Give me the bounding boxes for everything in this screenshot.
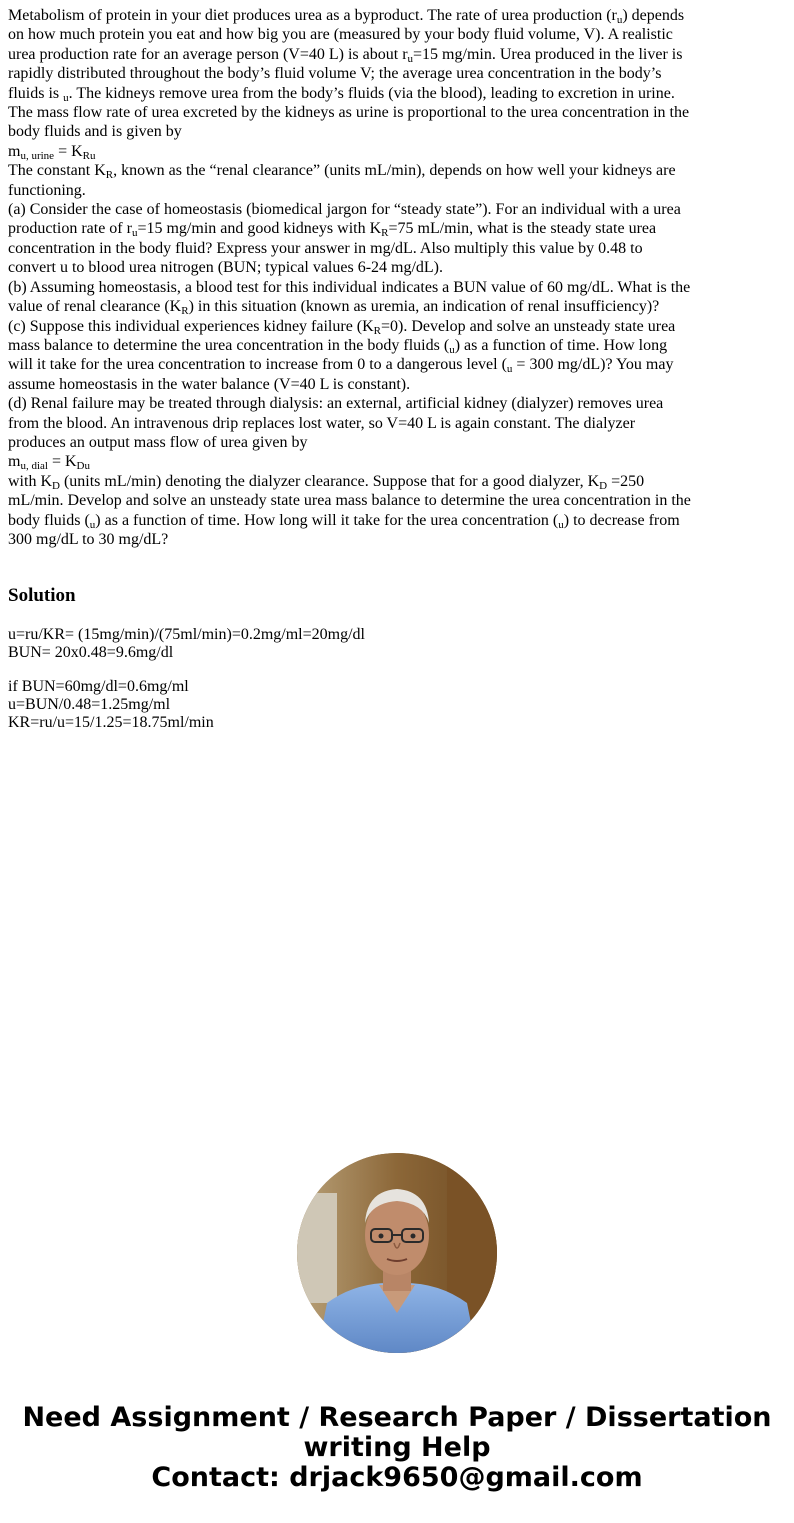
- tutor-portrait-image: [297, 1153, 497, 1353]
- text: The constant K: [8, 162, 106, 180]
- text: (c) Suppose this individual experiences kidney failure (K: [8, 317, 374, 335]
- text: = 300 mg/dL)? You may assume homeostasis in the water balance (V=40 L is constant).: [8, 356, 674, 393]
- problem-statement: [8, 6, 692, 549]
- subscript: u: [63, 91, 69, 104]
- subscript: R: [105, 169, 114, 182]
- text: =250 mL/min. Develop and solve an unsteady state urea mass balance to determine the urea concentration in the body fluids (: [8, 472, 691, 529]
- solution-line: u=BUN/0.48=1.25mg/ml: [8, 696, 171, 713]
- text: Metabolism of protein in your diet produces urea as a byproduct. The rate of urea production (r: [8, 7, 617, 24]
- subscript: u: [558, 518, 564, 531]
- text: (units mL/min) denoting the dialyzer clearance. Suppose that for a good dialyzer, K: [59, 472, 600, 490]
- solution-line: KR=ru/u=15/1.25=18.75ml/min: [8, 714, 214, 731]
- text: = K: [47, 453, 77, 471]
- text: m: [8, 142, 21, 160]
- subscript: R: [373, 324, 382, 337]
- text: ) in this situation (known as uremia, an indication of renal insufficiency)?: [188, 298, 660, 316]
- subscript: D: [52, 479, 60, 492]
- subscript: Du: [76, 460, 90, 473]
- text: (a) Consider the case of homeostasis (biomedical jargon for “steady state”). For an individual with a urea production rate of r: [8, 201, 681, 238]
- subscript: u: [616, 14, 623, 26]
- solution-line: if BUN=60mg/dl=0.6mg/ml: [8, 678, 189, 695]
- question-b: [8, 278, 692, 317]
- text: with K: [8, 472, 52, 490]
- text: =15 mg/min and good kidneys with K: [137, 220, 382, 238]
- renal-clearance-paragraph: [8, 161, 692, 200]
- intro-paragraph: [8, 6, 692, 142]
- subscript: u, dial: [20, 460, 48, 473]
- footer-contact: Contact: drjack9650@gmail.com: [151, 1462, 643, 1493]
- text: ) as a function of time. How long will it take for the urea concentration to increase from 0 to a dangerous level (: [8, 336, 668, 374]
- dialyzer-paragraph: [8, 472, 692, 550]
- subscript: R: [181, 305, 189, 318]
- question-d: [8, 394, 692, 452]
- subscript: u: [506, 363, 513, 376]
- text: =75 mL/min, what is the steady state urea concentration in the body fluid? Express your answer in mg/dL. Also multiply this value by 0.48 to convert u to blood urea nitrogen (BUN; typical values 6-24 mg/dL).: [8, 220, 657, 277]
- subscript: u, urine: [20, 149, 55, 162]
- urine-equation: [8, 142, 692, 161]
- footer-advert: [0, 1403, 794, 1493]
- text: (b) Assuming homeostasis, a blood test for this individual indicates a BUN value of 60 mg/dL. What is the value of renal clearance (K: [8, 278, 691, 316]
- question-c: [8, 317, 692, 395]
- footer-line: Need Assignment / Research Paper / Dissertation: [22, 1402, 772, 1433]
- text: , known as the “renal clearance” (units mL/min), depends on how well your kidneys are functioning.: [8, 162, 676, 199]
- subscript: u: [89, 518, 96, 531]
- subscript: Ru: [82, 149, 96, 162]
- tutor-avatar: [297, 1153, 497, 1353]
- subscript: D: [599, 479, 608, 492]
- solution-part-b: [8, 678, 214, 732]
- text: m: [8, 453, 21, 471]
- text: ) as a function of time. How long will it take for the urea concentration (: [95, 511, 559, 529]
- text: ) to decrease from 300 mg/dL to 30 mg/dL?: [8, 511, 680, 548]
- dialyzer-equation: [8, 452, 692, 471]
- solution-part-a: [8, 626, 365, 662]
- text: (d) Renal failure may be treated through dialysis: an external, artificial kidney (dialyzer) removes urea from the blood. An intravenous drip replaces lost water, so V=40 L is again constant. The dialyzer produces an output mass flow of urea given by: [8, 395, 664, 451]
- question-a: [8, 200, 692, 278]
- text: =15 mg/min. Urea produced in the liver is rapidly distributed throughout the body’s fluid volume V; the average urea concentration in the body’s fluids is: [8, 45, 683, 102]
- subscript: u: [449, 343, 455, 356]
- text: =0). Develop and solve an unsteady state urea mass balance to determine the urea concentration in the body fluids (: [8, 317, 676, 354]
- solution-heading: Solution: [8, 585, 76, 606]
- subscript: u: [131, 227, 138, 240]
- text: ) depends on how much protein you eat and how big you are (measured by your body fluid volume, V). A realistic urea production rate for an average person (V=40 L) is about r: [8, 7, 685, 63]
- text: . The kidneys remove urea from the body’s fluids (via the blood), leading to excretion in urine. The mass flow rate of urea excreted by the kidneys as urine is proportional to the urea concentration in the body fluids and is given by: [8, 84, 690, 141]
- subscript: R: [381, 227, 389, 240]
- subscript: u: [407, 52, 414, 65]
- text: = K: [54, 142, 83, 160]
- solution-line: u=ru/KR= (15mg/min)/(75ml/min)=0.2mg/ml=20mg/dl: [8, 626, 365, 643]
- solution-line: BUN= 20x0.48=9.6mg/dl: [8, 644, 174, 661]
- footer-line: writing Help: [303, 1432, 491, 1463]
